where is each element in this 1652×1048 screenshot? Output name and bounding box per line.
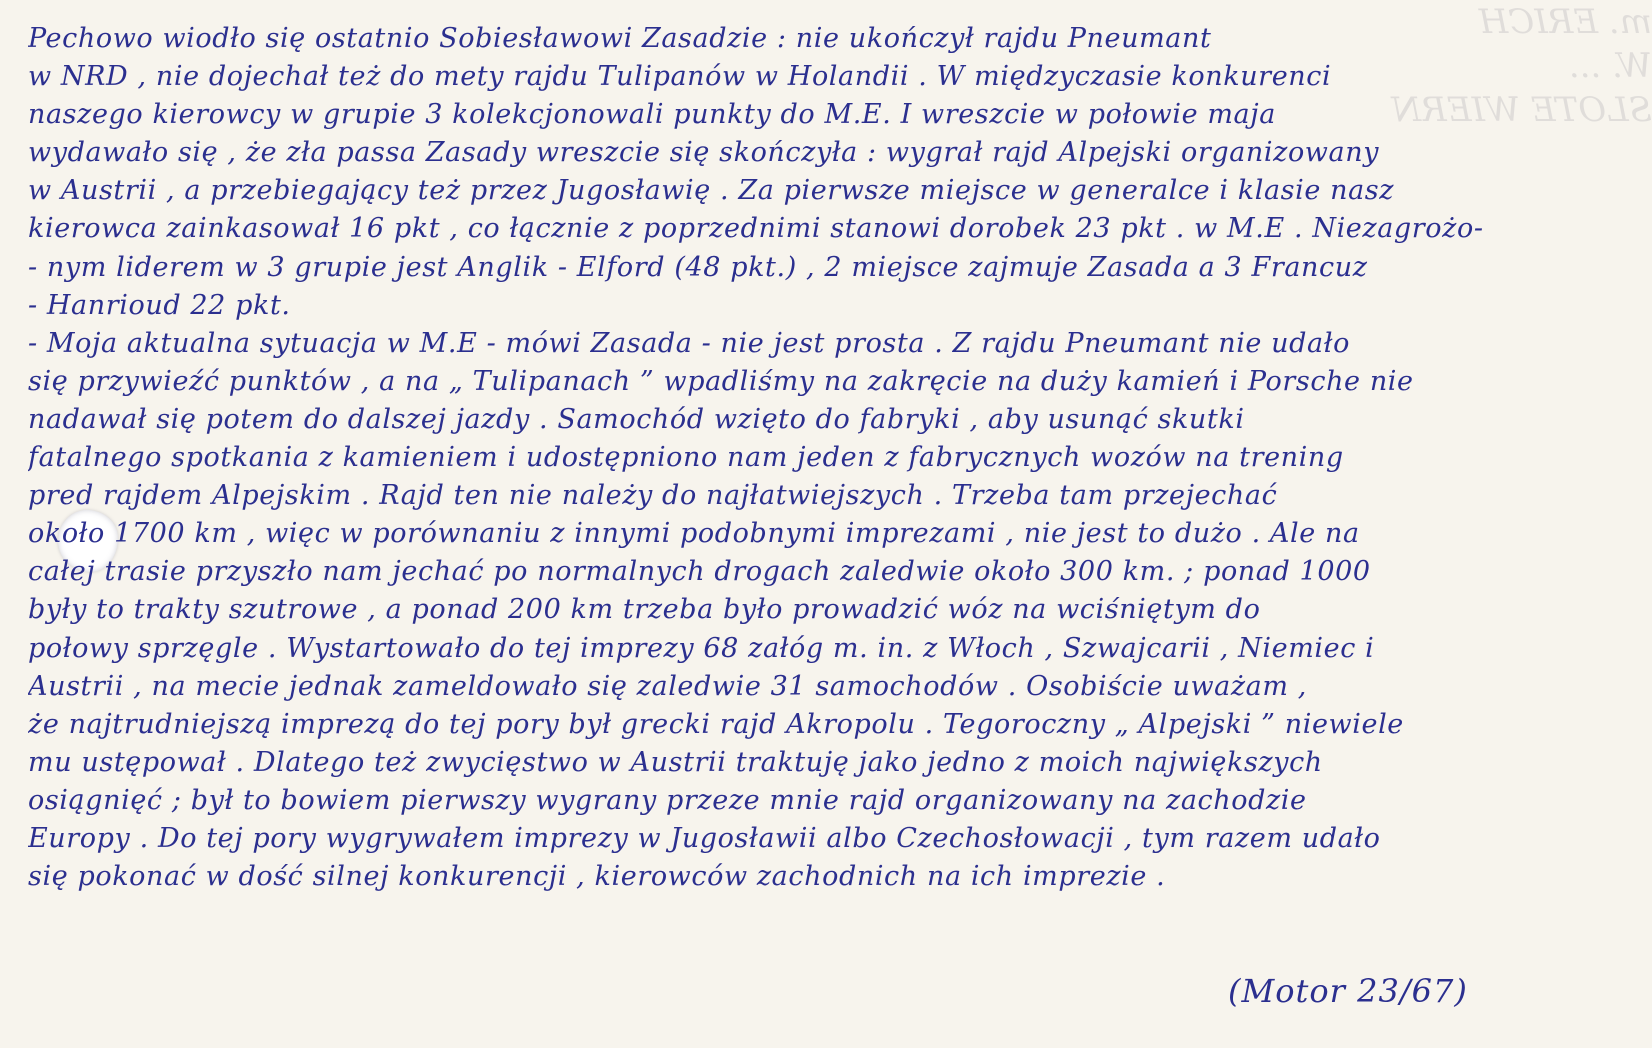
text-line: - nym liderem w 3 grupie jest Anglik - Elford (48 pkt.) , 2 miejsce zajmuje Zasada a 3 Francuz xyxy=(28,251,1368,283)
text-line: kierowca zainkasował 16 pkt , co łącznie z poprzednimi stanowi dorobek 23 pkt . w M.E . Niezagrożo- xyxy=(28,213,1484,245)
text-line: fatalnego spotkania z kamieniem i udostępniono nam jeden z fabrycznych wozów na trening xyxy=(28,442,1344,474)
text-line: nadawał się potem do dalszej jazdy . Samochód wzięto do fabryki , aby usunąć skutki xyxy=(28,403,1245,435)
text-line: się przywieźć punktów , a na „ Tulipanach ” wpadliśmy na zakręcie na duży kamień i Porsche nie xyxy=(28,365,1414,397)
text-line: - Hanrioud 22 pkt. xyxy=(28,289,291,321)
text-line: Europy . Do tej pory wygrywałem imprezy w Jugosławii albo Czechosłowacji , tym razem udało xyxy=(28,822,1381,854)
bleed-through-line: W. ... xyxy=(1568,46,1652,86)
source-citation: (Motor 23/67) xyxy=(1228,972,1468,1010)
text-line: naszego kierowcy w grupie 3 kolekcjonowali punkty do M.E. I wreszcie w połowie maja xyxy=(28,99,1276,131)
handwritten-text xyxy=(28,20,1628,896)
text-line: mu ustępował . Dlatego też zwycięstwo w Austrii traktuję jako jedno z moich największych xyxy=(28,746,1323,778)
text-line: się pokonać w dość silnej konkurencji , kierowców zachodnich na ich imprezie . xyxy=(28,861,1166,893)
text-line: połowy sprzęgle . Wystartowało do tej imprezy 68 załóg m. in. z Włoch , Szwajcarii , Niemiec i xyxy=(28,632,1375,664)
text-line: Austrii , na mecie jednak zameldowało się zaledwie 31 samochodów . Osobiście uważam , xyxy=(28,670,1307,702)
text-line: pred rajdem Alpejskim . Rajd ten nie należy do najłatwiejszych . Trzeba tam przejechać xyxy=(28,480,1278,512)
text-line: w Austrii , a przebiegający też przez Jugosławię . Za pierwsze miejsce w generalce i klasie nasz xyxy=(28,175,1395,207)
bleed-through-line: SLOTE WIERN xyxy=(1391,90,1652,130)
text-line: że najtrudniejszą imprezą do tej pory był grecki rajd Akropolu . Tegoroczny „ Alpejski ” niewiele xyxy=(28,708,1404,740)
bleed-through-line: m. ERICH xyxy=(1478,2,1652,42)
text-line: osiągnięć ; był to bowiem pierwszy wygrany przeze mnie rajd organizowany na zachodzie xyxy=(28,784,1307,816)
text-line: Pechowo wiodło się ostatnio Sobiesławowi Zasadzie : nie ukończył rajdu Pneumant xyxy=(28,23,1212,54)
text-line: w NRD , nie dojechał też do mety rajdu Tulipanów w Holandii . W międzyczasie konkurenci xyxy=(28,61,1332,93)
text-line: - Moja aktualna sytuacja w M.E - mówi Zasada - nie jest prosta . Z rajdu Pneumant nie udało xyxy=(28,327,1350,359)
text-line: około 1700 km , więc w porównaniu z innymi podobnymi imprezami , nie jest to dużo . Ale na xyxy=(28,518,1360,550)
text-line: wydawało się , że zła passa Zasady wreszcie się skończyła : wygrał rajd Alpejski organizowany xyxy=(28,137,1380,169)
text-line: były to trakty szutrowe , a ponad 200 km trzeba było prowadzić wóz na wciśniętym do xyxy=(28,594,1261,626)
text-line: całej trasie przyszło nam jechać po normalnych drogach zaledwie około 300 km. ; ponad 1000 xyxy=(28,556,1371,588)
